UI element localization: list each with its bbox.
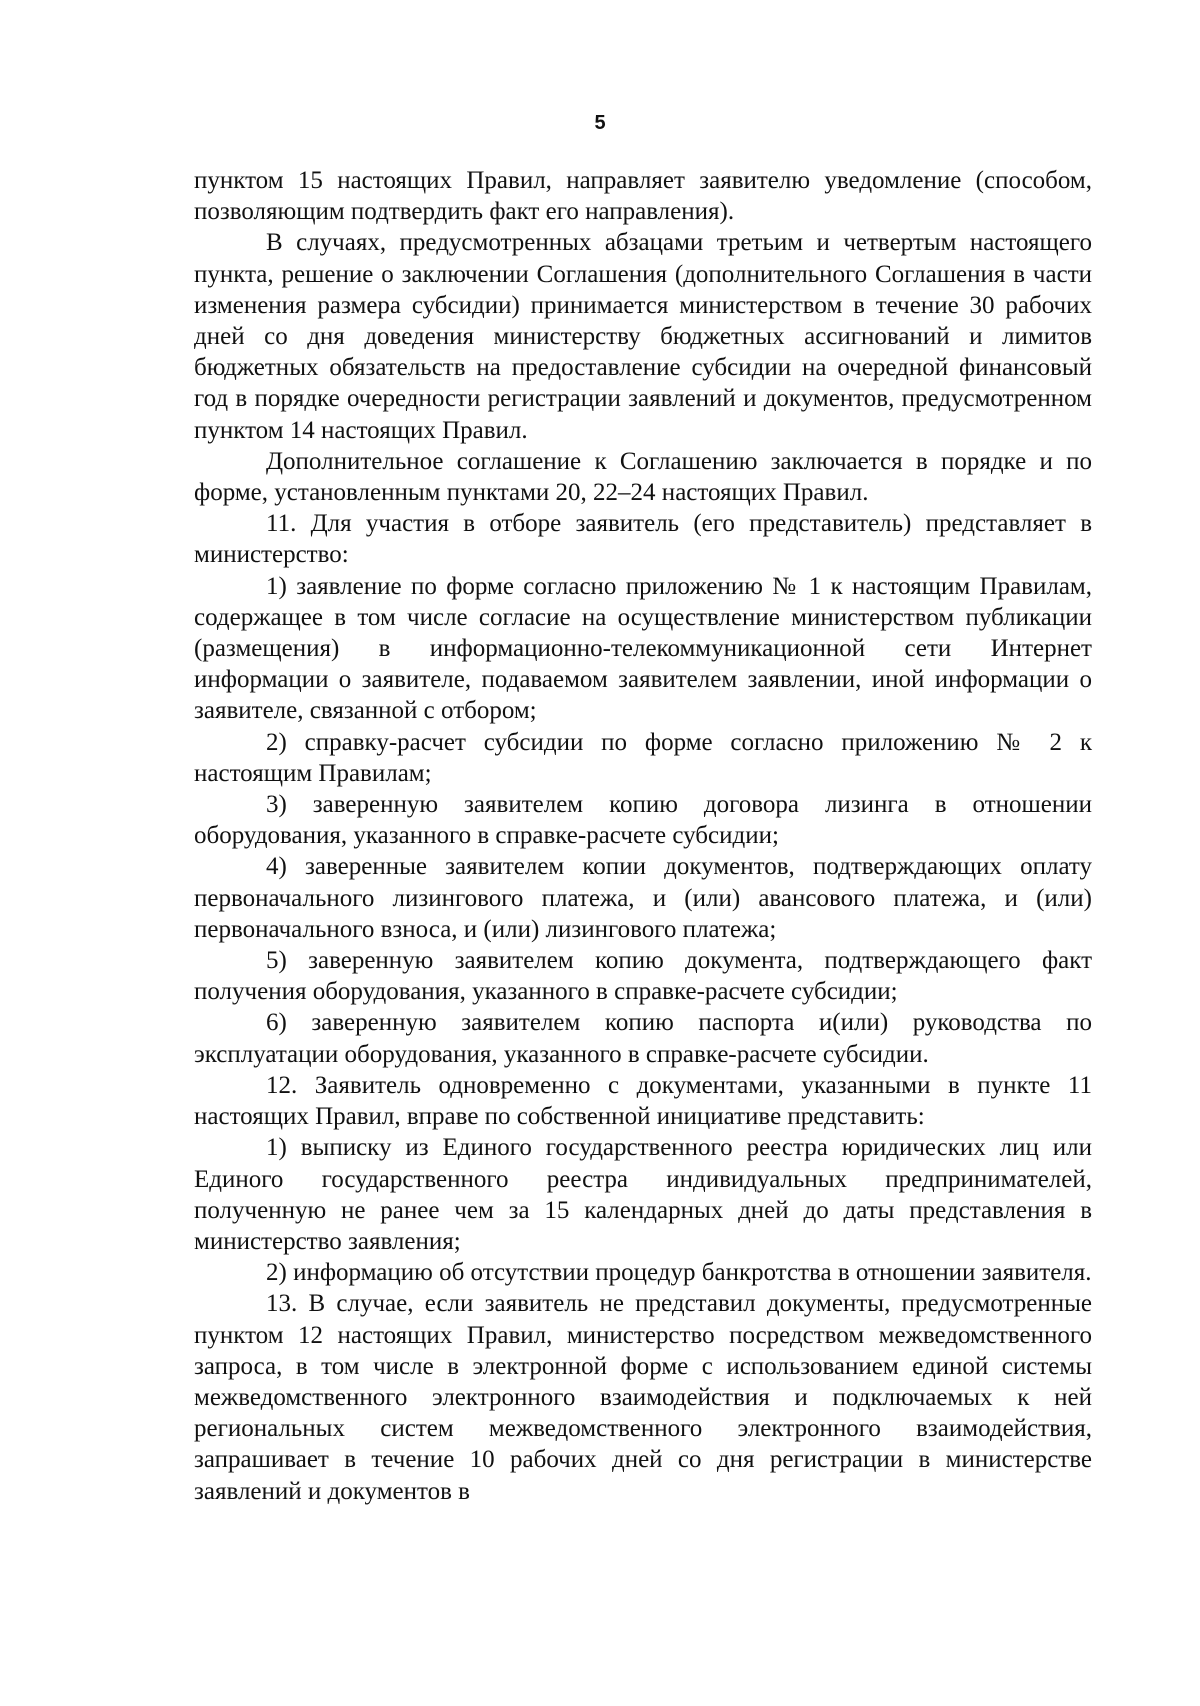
clause-11-item-6: 6) заверенную заявителем копию паспорта и(или) руководства по эксплуатации оборудования, указанного в справке-расчете субсидии.: [194, 1009, 1092, 1068]
clause-11-item-2: 2) справку-расчет субсидии по форме согласно приложению № 2 к настоящим Правилам;: [194, 728, 1092, 787]
page-number: 5: [594, 112, 606, 134]
paragraph-additional-agreement: Дополнительное соглашение к Соглашению заключается в порядке и по форме, установленным пунктами 20, 22–24 настоящих Правил.: [194, 447, 1092, 507]
clause-11: 11. Для участия в отборе заявитель (его представитель) представляет в министерство:: [194, 510, 1092, 569]
paragraph-continuation: пунктом 15 настоящих Правил, направляет заявителю уведомление (способом, позволяющим подтвердить факт его направления).: [194, 167, 1092, 226]
paragraph-decision-terms: В случаях, предусмотренных абзацами третьим и четвертым настоящего пункта, решение о заключении Соглашения (дополнительного Соглашения в части изменения размера субсидии) принимается министерством в течение 30 рабочих дней со дня доведения министерству бюджетных ассигнований и лимитов бюджетных обязательств на предоставление субсидии на очередной финансовый год в порядке очередности регистрации заявлений и документов, предусмотренном пунктом 14 настоящих Правил.: [194, 229, 1092, 444]
clause-11-item-3: 3) заверенную заявителем копию договора лизинга в отношении оборудования, указанного в справке-расчете субсидии;: [194, 791, 1092, 850]
clause-11-item-4: 4) заверенные заявителем копии документов, подтверждающих оплату первоначального лизингового платежа, и (или) авансового платежа, и (или) первоначального взноса, и (или) лизингового платежа;: [194, 853, 1092, 943]
clause-12-item-2: 2) информацию об отсутствии процедур банкротства в отношении заявителя.: [266, 1259, 1092, 1287]
clause-11-item-1: 1) заявление по форме согласно приложению № 1 к настоящим Правилам, содержащее в том числе согласие на осуществление министерством публикации (размещения) в информационно-телекоммуникационной сети Интернет информации о заявителе, подаваемом заявителем заявлении, иной информации о заявителе, связанной с отбором;: [194, 572, 1092, 725]
clause-12: 12. Заявитель одновременно с документами, указанными в пункте 11 настоящих Правил, вправе по собственной инициативе представить:: [194, 1071, 1092, 1131]
clause-13: 13. В случае, если заявитель не представил документы, предусмотренные пунктом 12 настоящих Правил, министерство посредством межведомственного запроса, в том числе в электронной форме с использованием единой системы межведомственного электронного взаимодействия и подключаемых к ней региональных систем межведомственного электронного взаимодействия, запрашивает в течение 10 рабочих дней со дня регистрации в министерстве заявлений и документов в: [194, 1290, 1092, 1505]
clause-11-item-5: 5) заверенную заявителем копию документа, подтверждающего факт получения оборудования, указанного в справке-расчете субсидии;: [194, 947, 1092, 1006]
clause-12-item-1: 1) выписку из Единого государственного реестра юридических лиц или Единого государственного реестра индивидуальных предпринимателей, полученную не ранее чем за 15 календарных дней до даты представления в министерство заявления;: [194, 1134, 1092, 1255]
document-body: [194, 165, 1092, 1507]
